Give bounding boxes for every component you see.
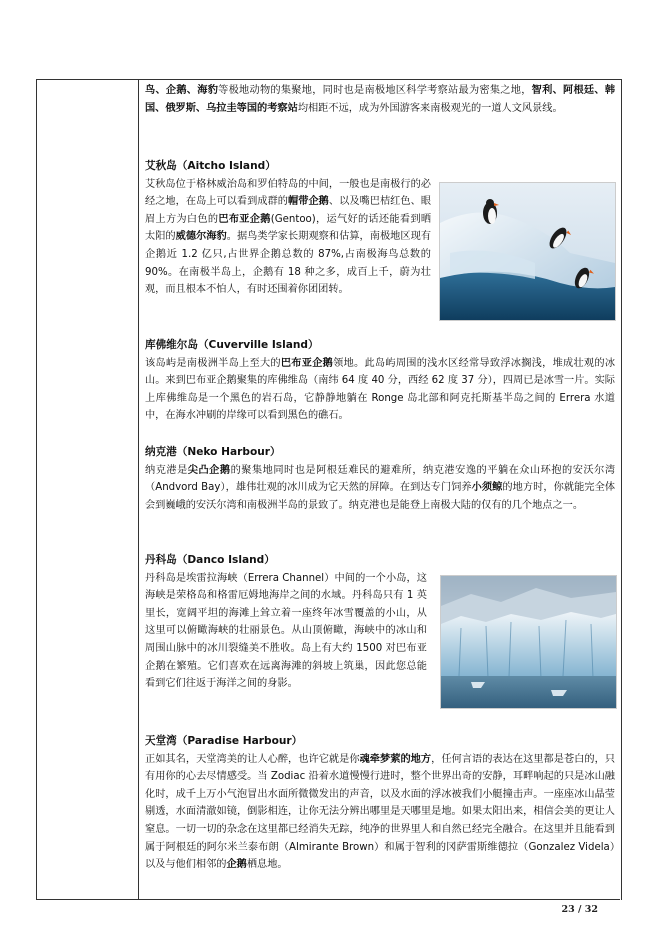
penguins-photo [439, 182, 616, 321]
glacier-photo [440, 575, 617, 709]
paradise-title: 天堂湾（Paradise Harbour） [145, 735, 303, 747]
neko-title: 纳克港（Neko Harbour） [145, 446, 281, 458]
left-column [37, 80, 139, 900]
neko-text-3: 的地方时，你就能完全体会到巍峨的安沃尔湾和南极洲半岛的景致了。纳克港也是能登上南极大陆的仅有的几个地点之一。 [145, 482, 616, 511]
aitcho-bold-2: 巴布亚企鹅 [218, 213, 271, 225]
footer-rule [36, 899, 620, 900]
aitcho-bold-1: 帽带企鹅 [288, 196, 329, 208]
paradise-text-2: ，任何言语的表达在这里都是苍白的，只有用你的心去尽情感受。当 Zodiac 沿着水道慢慢行进时，整个世界出奇的安静，耳畔响起的只是冰山融化时，成千上万小气泡冒出水面所微微发出的声音，以及水面的浮冰被我们小艇撞击声。一座座冰山晶莹剔透，水面清澈如镜，倒影相连，让你无法分辨出哪里是天哪里是地。如果太阳出来，相信会美的更让人窒息。一切一切的杂念在这里都已经消失无踪，纯净的世界里人和自然已经完全融合。在这里并且能看到属于阿根廷的阿尔米兰泰布朗（Almirante Brown）和属于智利的冈萨雷斯维德拉（Gonzalez Videla）以及与他们相邻的 [145, 753, 616, 871]
aitcho-bold-3: 威德尔海豹 [175, 231, 227, 243]
paradise-paragraph [145, 751, 615, 874]
intro-section [145, 82, 615, 117]
aitcho-text-2: 、以及嘴巴桔红色、眼眉上方为白色的 [145, 196, 432, 225]
danco-paragraph: 丹科岛是埃雷拉海峡（Errera Channel）中间的一个小岛，这海峡是荣格岛和格雷厄姆地海岸之间的水域。丹科岛只有 1 英里长，宽阔平坦的海滩上耸立着一座终年冰雪覆盖的小山，从这里可以俯瞰海峡的壮丽景色。从山顶俯瞰，海峡中的冰山和周围山脉中的冰川裂缝美不胜收。岛上有大约 1500 对巴布亚企鹅在繁殖。它们喜欢在远离海滩的斜坡上筑巢，因此您总能看到它们往返于海洋之间的身影。 [145, 572, 427, 690]
cuverville-text-2: 领地。此岛屿周围的浅水区经常导致浮冰搁浅，堆成壮观的冰山。来到巴布亚企鹅聚集的库佛维岛（南纬 64 度 40 分，西经 62 度 37 分），四周已是冰雪一片。实际上库佛维岛是一个黑色的岩石岛，它静静地躺在 Ronge 岛北部和阿克托斯基半岛之间的 Errera 水道中，在海水冲刷的岸缘可以看到黑色的礁石。 [145, 357, 616, 422]
aitcho-title: 艾秋岛（Aitcho Island） [145, 160, 276, 172]
neko-text-1: 纳克港是 [145, 464, 188, 476]
neko-bold-2: 小须鲸 [471, 482, 503, 494]
cuverville-paragraph [145, 355, 615, 425]
aitcho-text-1: 艾秋岛位于格林威治岛和罗伯特岛的中间，一般也是南极行的必经之地，在岛上可以看到成群的 [145, 178, 431, 208]
aitcho-text-4: 。据鸟类学家长期观察和估算，南极地区现有企鹅近 1.2 亿只,占世界企鹅总数的 87%,占南极海鸟总数的 90%。在南极半岛上，企鹅有 18 种之多，成百上千，蔚为壮观，而且根本不怕人，有时还围着你团团转。 [145, 231, 432, 296]
aitcho-text-3: (Gentoo)，运气好的话还能看到晒太阳的 [145, 213, 432, 243]
cuverville-section [145, 337, 615, 425]
paradise-text-1: 正如其名，天堂湾美的让人心醉，也许它就是你 [145, 753, 360, 765]
page-table-frame [36, 79, 622, 900]
intro-bold-2: 智利、阿根廷、韩国、俄罗斯、乌拉圭等国的考察站 [145, 85, 616, 114]
neko-text-2: 的聚集地同时也是阿根廷难民的避难所，纳克港安逸的平躺在众山环抱的安沃尔湾（Andvord Bay），雄伟壮观的冰川成为它天然的屏障。在到达专门饲养 [145, 464, 616, 494]
danco-title: 丹科岛（Danco Island） [145, 554, 275, 566]
paradise-section [145, 733, 615, 874]
aitcho-paragraph [145, 176, 431, 299]
intro-text-1: 等极地动物的集聚地，同时也是南极地区科学考察站最为密集之地， [218, 85, 532, 96]
cuverville-text-1: 该岛屿是南极洲半岛上至大的 [145, 357, 281, 369]
paradise-text-3: 栖息地。 [246, 859, 288, 871]
paradise-bold-1: 魂牵梦萦的地方 [359, 753, 432, 765]
cuverville-bold-1: 巴布亚企鹅 [280, 357, 334, 369]
intro-bold-1: 鸟、企鹅、海豹 [145, 85, 219, 96]
cuverville-title: 库佛维尔岛（Cuverville Island） [145, 339, 319, 351]
page-number: 23 / 32 [561, 904, 598, 915]
neko-paragraph [145, 462, 615, 515]
intro-text-2: 均相距不远，成为外国游客来南极观光的一道人文风景线。 [297, 102, 563, 114]
neko-section [145, 444, 615, 514]
neko-bold-1: 尖凸企鹅 [187, 464, 231, 476]
intro-paragraph [145, 82, 615, 117]
paradise-bold-2: 企鹅 [226, 859, 247, 871]
